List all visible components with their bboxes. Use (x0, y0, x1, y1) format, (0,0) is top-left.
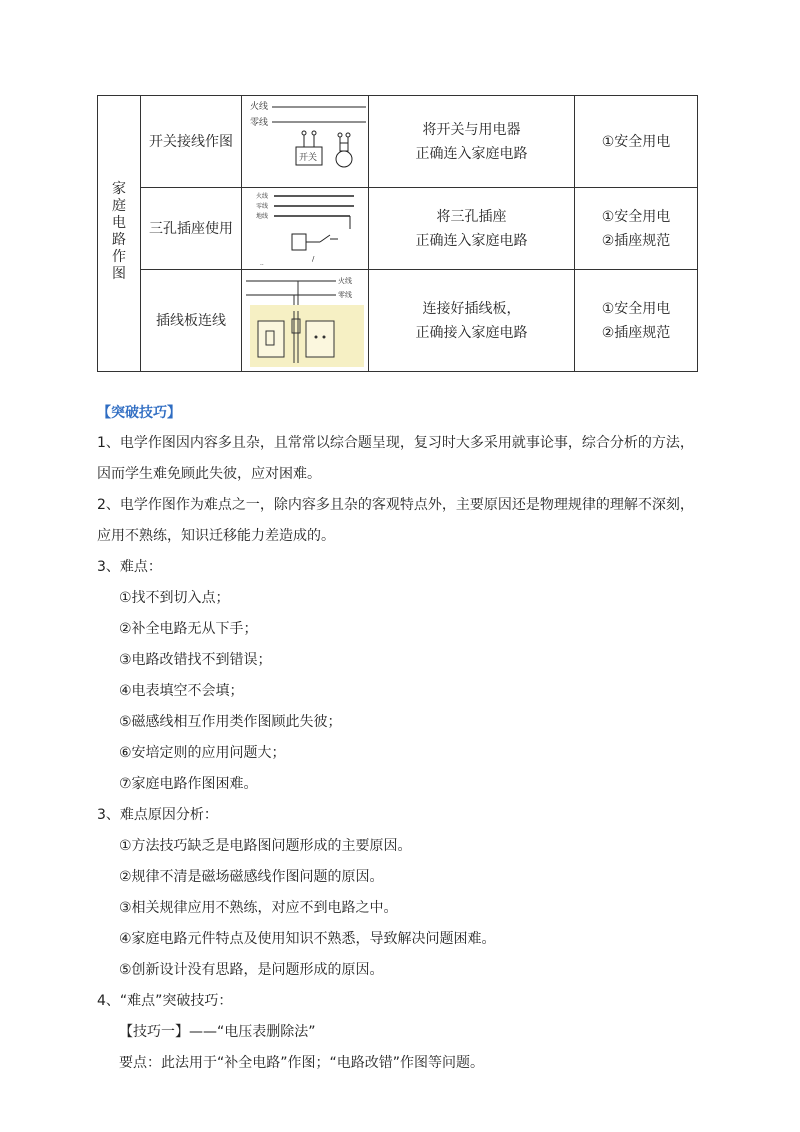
list-item: ⑥安培定则的应用问题大； (119, 745, 286, 761)
row-points (575, 188, 698, 270)
fig-label-live: 火线 (338, 276, 352, 285)
list-item: ④家庭电路元件特点及使用知识不熟悉，导致解决问题困难。 (119, 931, 496, 947)
causes-title: 3、难点原因分析： (97, 807, 218, 823)
row-points (575, 96, 698, 188)
desc-line: 正确连入家庭电路 (415, 232, 528, 249)
desc-line: 将三孔插座 (436, 208, 507, 225)
point-line: ①安全用电 (601, 300, 671, 317)
fig-label-neutral: 零线 (338, 290, 352, 299)
row-desc (369, 270, 575, 372)
desc-line: 将开关与用电器 (422, 121, 521, 138)
tips-section (97, 398, 717, 1079)
category-label: 家庭电路作图 (112, 181, 126, 282)
fig-label-neutral: 零线 (250, 117, 269, 128)
three-pin-socket-figure (242, 188, 369, 270)
fig-label-switch: 开关 (299, 152, 318, 163)
row-desc (369, 96, 575, 188)
power-strip-figure (242, 270, 369, 372)
point-line: ①安全用电 (601, 208, 671, 225)
desc-line: 连接好插线板， (422, 300, 521, 317)
summary-table (97, 95, 698, 371)
list-item: ⑦家庭电路作图困难。 (119, 776, 258, 792)
tip-title: 【技巧一】——“电压表删除法” (119, 1024, 316, 1040)
list-item: ⑤磁感线相互作用类作图顾此失彼； (119, 714, 342, 730)
fig-label-live: 火线 (256, 192, 269, 200)
tips-title: 4、“难点”突破技巧： (97, 993, 233, 1009)
paragraph: 2、电学作图作为难点之一，除内容多且杂的客观特点外，主要原因还是物理规律的理解不深刻， (97, 497, 694, 513)
paragraph: 因而学生难免顾此失彼，应对困难。 (97, 466, 321, 482)
row-points (575, 270, 698, 372)
list-item: ①方法技巧缺乏是电路图问题形成的主要原因。 (119, 838, 412, 854)
row-name: 插线板连线 (141, 270, 242, 372)
desc-line: 正确接入家庭电路 (415, 324, 528, 341)
paragraph: 应用不熟练，知识迁移能力差造成的。 (97, 528, 335, 544)
category-cell (98, 96, 141, 372)
list-item: ⑤创新设计没有思路，是问题形成的原因。 (119, 962, 384, 978)
fig-label-earth: 地线 (256, 212, 269, 220)
list-item: ④电表填空不会填； (119, 683, 244, 699)
list-item: ②补全电路无从下手； (119, 621, 258, 637)
svg-text:..: .. (260, 259, 264, 267)
row-name: 开关接线作图 (141, 96, 242, 188)
row-name: 三孔插座使用 (141, 188, 242, 270)
point-line: ②插座规范 (601, 232, 671, 249)
section-heading: 【突破技巧】 (97, 405, 181, 421)
point-line: ①安全用电 (601, 133, 671, 150)
desc-line: 正确连入家庭电路 (415, 145, 528, 162)
svg-text:/: / (312, 254, 315, 263)
list-item: ①找不到切入点； (119, 590, 230, 606)
fig-label-neutral: 零线 (256, 202, 269, 210)
tip-point: 要点：此法用于“补全电路”作图；“电路改错”作图等问题。 (119, 1055, 485, 1071)
fig-label-live: 火线 (250, 101, 269, 112)
list-item: ②规律不清是磁场磁感线作图问题的原因。 (119, 869, 384, 885)
list-item: ③电路改错找不到错误； (119, 652, 272, 668)
switch-wiring-figure (242, 96, 369, 188)
difficulties-title: 3、难点： (97, 559, 162, 575)
point-line: ②插座规范 (601, 324, 671, 341)
row-desc (369, 188, 575, 270)
list-item: ③相关规律应用不熟练，对应不到电路之中。 (119, 900, 398, 916)
paragraph: 1、电学作图因内容多且杂，且常常以综合题呈现，复习时大多采用就事论事，综合分析的方法， (97, 435, 694, 451)
